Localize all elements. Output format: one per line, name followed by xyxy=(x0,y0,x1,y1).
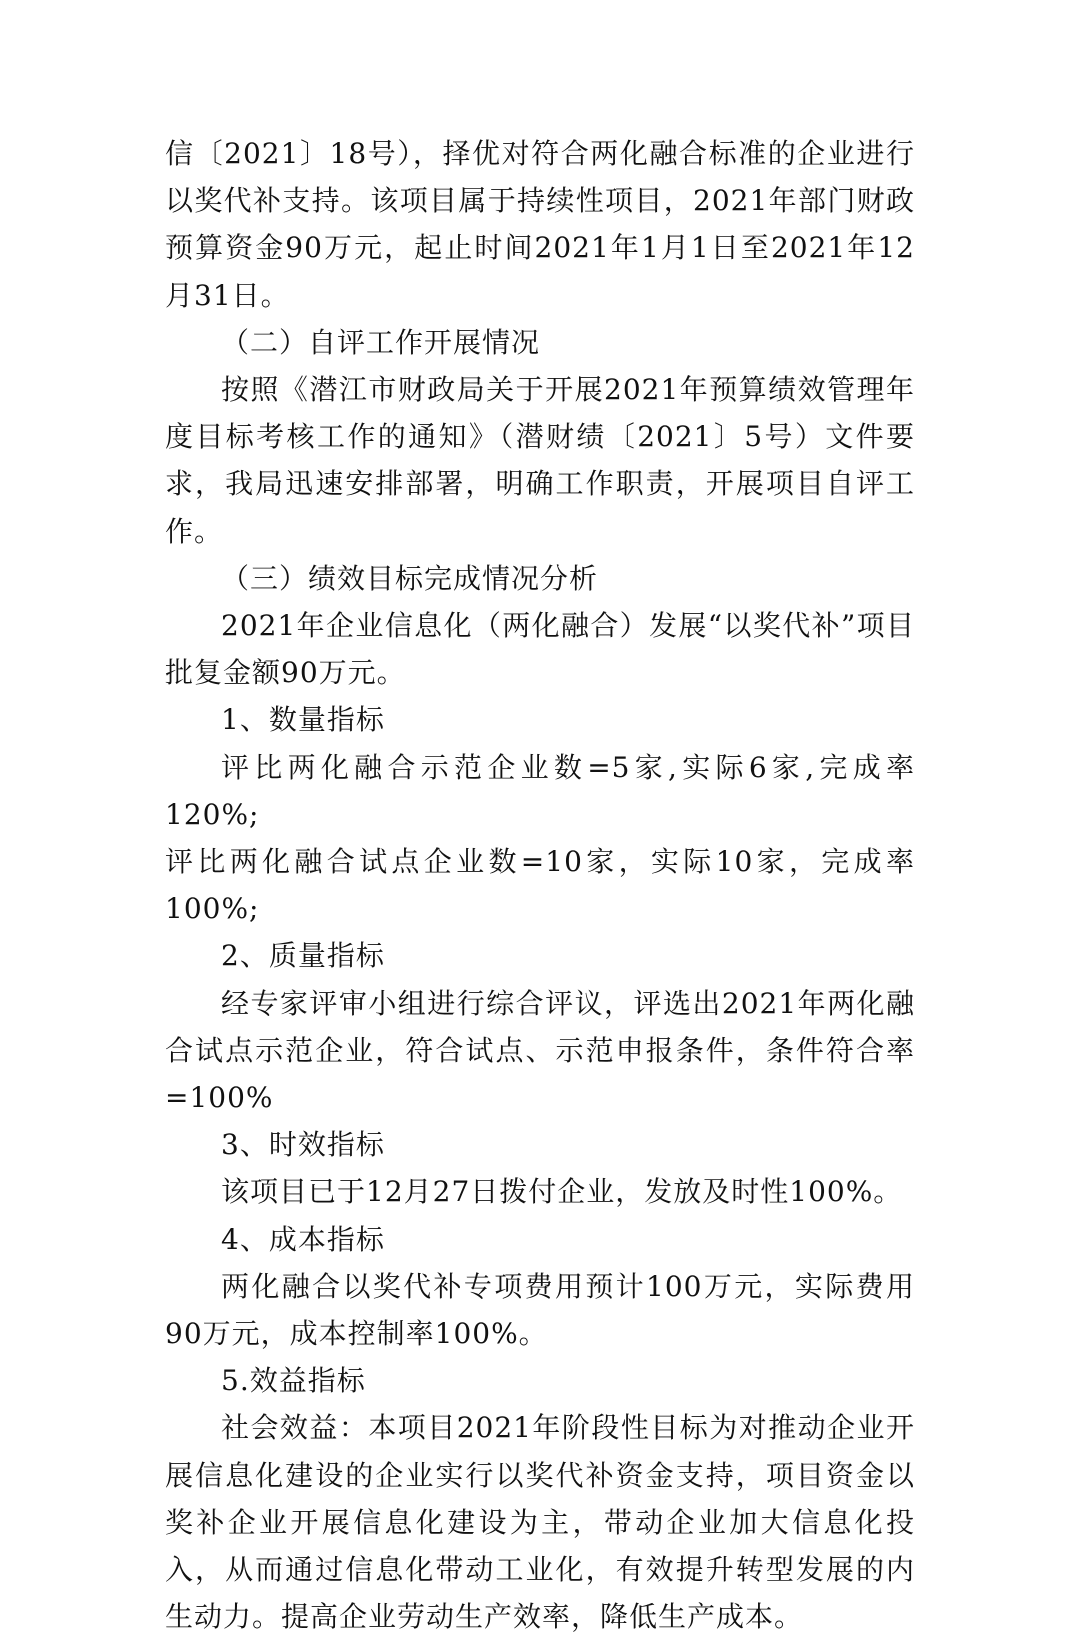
paragraph-intro: 信〔2021〕18号），择优对符合两化融合标准的企业进行以奖代补支持。该项目属于持续性项目，2021年部门财政预算资金90万元，起止时间2021年1月1日至2021年12月31日。 xyxy=(165,137,915,312)
heading-cost-indicator: 4、成本指标 xyxy=(221,1222,385,1256)
paragraph-benefit: 社会效益：本项目2021年阶段性目标为对推动企业开展信息化建设的企业实行以奖代补资金支持，项目资金以奖补企业开展信息化建设为主，带动企业加大信息化投入，从而通过信息化带动工业化，有效提升转型发展的内生动力。提高企业劳动生产效率，降低生产成本。 xyxy=(165,1411,915,1634)
heading-quantity-indicator: 1、数量指标 xyxy=(221,703,385,737)
heading-quality-indicator: 2、质量指标 xyxy=(221,939,385,973)
paragraph-cost: 两化融合以奖代补专项费用预计100万元，实际费用90万元，成本控制率100%。 xyxy=(165,1269,915,1351)
heading-timeliness-indicator: 3、时效指标 xyxy=(221,1128,385,1162)
document-body xyxy=(165,130,915,1641)
paragraph-self-evaluation: 按照《潜江市财政局关于开展2021年预算绩效管理年度目标考核工作的通知》（潜财绩〔2021〕5号）文件要求，我局迅速安排部署，明确工作职责，开展项目自评工作。 xyxy=(165,373,915,548)
paragraph-quality: 经专家评审小组进行综合评议，评选出2021年两化融合试点示范企业，符合试点、示范申报条件，条件符合率=100% xyxy=(165,986,915,1115)
paragraph-timeliness: 该项目已于12月27日拨付企业，发放及时性100%。 xyxy=(221,1175,903,1209)
heading-self-evaluation: （二）自评工作开展情况 xyxy=(221,325,541,359)
paragraph-quantity-demo: 评比两化融合示范企业数=5家,实际6家,完成率120%; xyxy=(165,750,915,831)
paragraph-quantity-pilot: 评比两化融合试点企业数=10家，实际10家，完成率100%; xyxy=(165,845,915,926)
paragraph-approval-amount: 2021年企业信息化（两化融合）发展“以奖代补”项目批复金额90万元。 xyxy=(165,609,915,690)
heading-benefit-indicator: 5.效益指标 xyxy=(221,1364,366,1398)
heading-target-analysis: （三）绩效目标完成情况分析 xyxy=(221,561,599,595)
